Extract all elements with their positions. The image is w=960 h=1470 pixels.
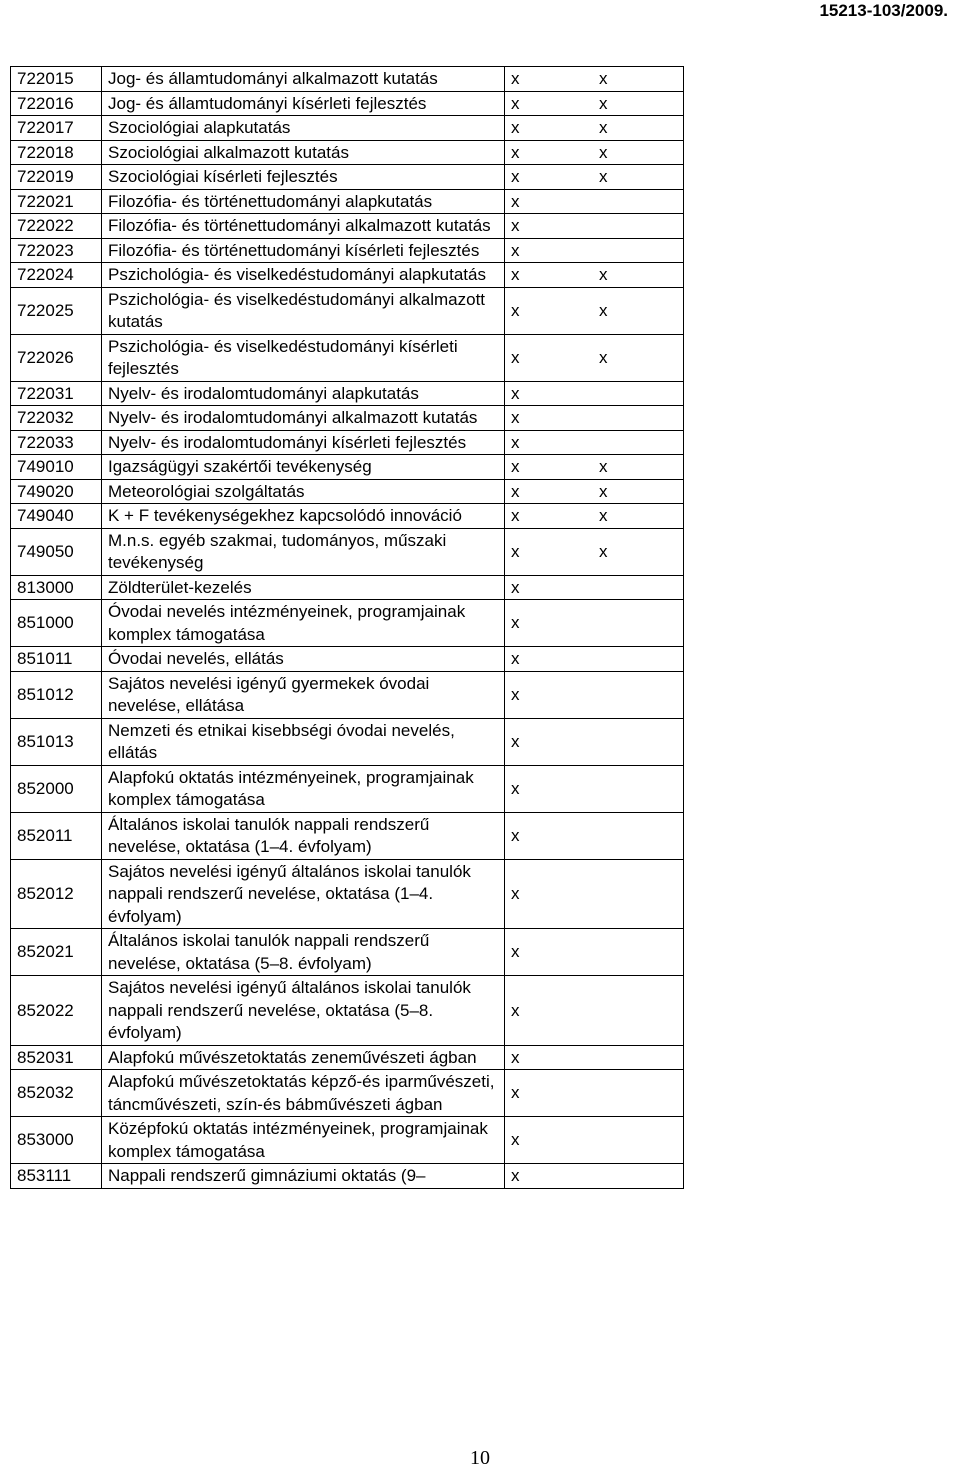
- activity-code: 852031: [11, 1045, 102, 1070]
- mark-column-b: x: [593, 528, 684, 575]
- mark-column-a: x: [505, 189, 594, 214]
- mark-column-a: x: [505, 575, 594, 600]
- mark-column-b: x: [593, 479, 684, 504]
- table-row: [11, 929, 684, 976]
- activity-name: Filozófia- és történettudományi alkalmazott kutatás: [102, 214, 505, 239]
- mark-column-b: x: [593, 334, 684, 381]
- activity-code: 852032: [11, 1070, 102, 1117]
- mark-column-b: x: [593, 140, 684, 165]
- activity-name: Óvodai nevelés intézményeinek, programjainak komplex támogatása: [102, 600, 505, 647]
- mark-column-b: [593, 406, 684, 431]
- table-row: [11, 575, 684, 600]
- table-row: [11, 718, 684, 765]
- mark-column-b: [593, 1117, 684, 1164]
- table-row: [11, 1164, 684, 1189]
- table-body: [11, 67, 684, 1189]
- activity-name: Pszichológia- és viselkedéstudományi alkalmazott kutatás: [102, 287, 505, 334]
- mark-column-b: [593, 1164, 684, 1189]
- table-row: [11, 116, 684, 141]
- activity-name: Nyelv- és irodalomtudományi kísérleti fejlesztés: [102, 430, 505, 455]
- mark-column-a: x: [505, 334, 594, 381]
- mark-column-a: x: [505, 647, 594, 672]
- mark-column-b: x: [593, 287, 684, 334]
- mark-column-b: [593, 238, 684, 263]
- activity-name: M.n.s. egyéb szakmai, tudományos, műszaki tevékenység: [102, 528, 505, 575]
- mark-column-b: [593, 189, 684, 214]
- mark-column-a: x: [505, 528, 594, 575]
- table-row: [11, 647, 684, 672]
- mark-column-b: [593, 859, 684, 929]
- table-row: [11, 765, 684, 812]
- activity-code: 851012: [11, 671, 102, 718]
- table-row: [11, 504, 684, 529]
- table-row: [11, 812, 684, 859]
- activity-name: Szociológiai alkalmazott kutatás: [102, 140, 505, 165]
- activity-code: 722032: [11, 406, 102, 431]
- mark-column-b: [593, 812, 684, 859]
- mark-column-a: x: [505, 929, 594, 976]
- table-row: [11, 67, 684, 92]
- activity-name: Szociológiai kísérleti fejlesztés: [102, 165, 505, 190]
- activity-code: 722024: [11, 263, 102, 288]
- document-id: 15213-103/2009.: [819, 1, 948, 20]
- activity-code: 852011: [11, 812, 102, 859]
- table-row: [11, 455, 684, 480]
- mark-column-b: x: [593, 165, 684, 190]
- activity-code: 749010: [11, 455, 102, 480]
- activity-code: 851000: [11, 600, 102, 647]
- table-row: [11, 1070, 684, 1117]
- mark-column-b: x: [593, 91, 684, 116]
- mark-column-a: x: [505, 479, 594, 504]
- mark-column-b: [593, 929, 684, 976]
- mark-column-a: x: [505, 140, 594, 165]
- activity-name: Nappali rendszerű gimnáziumi oktatás (9–: [102, 1164, 505, 1189]
- activity-code: 722033: [11, 430, 102, 455]
- table-row: [11, 91, 684, 116]
- activity-name: Sajátos nevelési igényű gyermekek óvodai nevelése, ellátása: [102, 671, 505, 718]
- mark-column-a: x: [505, 381, 594, 406]
- activity-code-table: [10, 66, 684, 1189]
- mark-column-a: x: [505, 263, 594, 288]
- mark-column-b: x: [593, 67, 684, 92]
- table-row: [11, 528, 684, 575]
- mark-column-a: x: [505, 214, 594, 239]
- activity-code: 722018: [11, 140, 102, 165]
- mark-column-a: x: [505, 765, 594, 812]
- table-row: [11, 287, 684, 334]
- activity-code: 852000: [11, 765, 102, 812]
- mark-column-a: x: [505, 67, 594, 92]
- mark-column-b: [593, 1070, 684, 1117]
- mark-column-b: x: [593, 504, 684, 529]
- table-row: [11, 189, 684, 214]
- mark-column-b: [593, 430, 684, 455]
- activity-name: Alapfokú művészetoktatás zeneművészeti ágban: [102, 1045, 505, 1070]
- activity-code: 851013: [11, 718, 102, 765]
- mark-column-b: [593, 214, 684, 239]
- activity-code: 749050: [11, 528, 102, 575]
- activity-code: 722016: [11, 91, 102, 116]
- mark-column-a: x: [505, 859, 594, 929]
- mark-column-a: x: [505, 287, 594, 334]
- activity-code: 852021: [11, 929, 102, 976]
- mark-column-a: x: [505, 430, 594, 455]
- activity-code: 851011: [11, 647, 102, 672]
- mark-column-b: [593, 718, 684, 765]
- mark-column-a: x: [505, 1045, 594, 1070]
- activity-code: 722015: [11, 67, 102, 92]
- activity-name: Alapfokú művészetoktatás képző-és iparművészeti, táncművészeti, szín-és bábművészeti ágban: [102, 1070, 505, 1117]
- activity-code: 853000: [11, 1117, 102, 1164]
- activity-name: Általános iskolai tanulók nappali rendszerű nevelése, oktatása (5–8. évfolyam): [102, 929, 505, 976]
- activity-name: Filozófia- és történettudományi alapkutatás: [102, 189, 505, 214]
- table-row: [11, 671, 684, 718]
- activity-code: 722021: [11, 189, 102, 214]
- table-row: [11, 406, 684, 431]
- table-row: [11, 334, 684, 381]
- activity-code: 722026: [11, 334, 102, 381]
- mark-column-a: x: [505, 671, 594, 718]
- table-row: [11, 381, 684, 406]
- table-row: [11, 430, 684, 455]
- table-row: [11, 263, 684, 288]
- activity-name: Sajátos nevelési igényű általános iskolai tanulók nappali rendszerű nevelése, oktatása (5–8. évfolyam): [102, 976, 505, 1046]
- activity-code: 852012: [11, 859, 102, 929]
- mark-column-b: [593, 765, 684, 812]
- activity-name: Zöldterület-kezelés: [102, 575, 505, 600]
- activity-code: 722023: [11, 238, 102, 263]
- activity-name: Pszichológia- és viselkedéstudományi kísérleti fejlesztés: [102, 334, 505, 381]
- activity-code: 852022: [11, 976, 102, 1046]
- page-number: 10: [470, 1447, 490, 1469]
- activity-name: Nemzeti és etnikai kisebbségi óvodai nevelés, ellátás: [102, 718, 505, 765]
- mark-column-b: [593, 671, 684, 718]
- activity-name: Óvodai nevelés, ellátás: [102, 647, 505, 672]
- mark-column-a: x: [505, 812, 594, 859]
- mark-column-a: x: [505, 600, 594, 647]
- activity-name: Általános iskolai tanulók nappali rendszerű nevelése, oktatása (1–4. évfolyam): [102, 812, 505, 859]
- table-row: [11, 600, 684, 647]
- mark-column-b: [593, 575, 684, 600]
- table-row: [11, 1117, 684, 1164]
- mark-column-b: [593, 647, 684, 672]
- activity-name: Filozófia- és történettudományi kísérleti fejlesztés: [102, 238, 505, 263]
- activity-code: 722031: [11, 381, 102, 406]
- activity-name: Nyelv- és irodalomtudományi alapkutatás: [102, 381, 505, 406]
- activity-code: 722017: [11, 116, 102, 141]
- mark-column-b: x: [593, 263, 684, 288]
- mark-column-b: x: [593, 116, 684, 141]
- activity-code: 749040: [11, 504, 102, 529]
- mark-column-a: x: [505, 718, 594, 765]
- mark-column-b: [593, 1045, 684, 1070]
- mark-column-a: x: [505, 91, 594, 116]
- table-row: [11, 140, 684, 165]
- table-row: [11, 214, 684, 239]
- mark-column-a: x: [505, 504, 594, 529]
- activity-code: 853111: [11, 1164, 102, 1189]
- activity-name: Jog- és államtudományi alkalmazott kutatás: [102, 67, 505, 92]
- mark-column-a: x: [505, 1070, 594, 1117]
- mark-column-a: x: [505, 165, 594, 190]
- table-row: [11, 859, 684, 929]
- activity-name: Sajátos nevelési igényű általános iskolai tanulók nappali rendszerű nevelése, oktatása (1–4. évfolyam): [102, 859, 505, 929]
- activity-code: 813000: [11, 575, 102, 600]
- activity-code: 749020: [11, 479, 102, 504]
- activity-name: Alapfokú oktatás intézményeinek, programjainak komplex támogatása: [102, 765, 505, 812]
- table-row: [11, 165, 684, 190]
- mark-column-b: [593, 381, 684, 406]
- activity-name: Szociológiai alapkutatás: [102, 116, 505, 141]
- activity-name: Középfokú oktatás intézményeinek, programjainak komplex támogatása: [102, 1117, 505, 1164]
- mark-column-b: [593, 976, 684, 1046]
- activity-name: Pszichológia- és viselkedéstudományi alapkutatás: [102, 263, 505, 288]
- mark-column-a: x: [505, 455, 594, 480]
- activity-code: 722019: [11, 165, 102, 190]
- table-row: [11, 976, 684, 1046]
- mark-column-b: [593, 600, 684, 647]
- table-row: [11, 238, 684, 263]
- table-row: [11, 479, 684, 504]
- table-row: [11, 1045, 684, 1070]
- mark-column-a: x: [505, 1164, 594, 1189]
- mark-column-a: x: [505, 238, 594, 263]
- activity-code: 722022: [11, 214, 102, 239]
- activity-name: K + F tevékenységekhez kapcsolódó innováció: [102, 504, 505, 529]
- mark-column-a: x: [505, 116, 594, 141]
- mark-column-b: x: [593, 455, 684, 480]
- activity-name: Meteorológiai szolgáltatás: [102, 479, 505, 504]
- activity-code: 722025: [11, 287, 102, 334]
- mark-column-a: x: [505, 406, 594, 431]
- activity-name: Jog- és államtudományi kísérleti fejlesztés: [102, 91, 505, 116]
- activity-name: Igazságügyi szakértői tevékenység: [102, 455, 505, 480]
- mark-column-a: x: [505, 1117, 594, 1164]
- mark-column-a: x: [505, 976, 594, 1046]
- activity-name: Nyelv- és irodalomtudományi alkalmazott kutatás: [102, 406, 505, 431]
